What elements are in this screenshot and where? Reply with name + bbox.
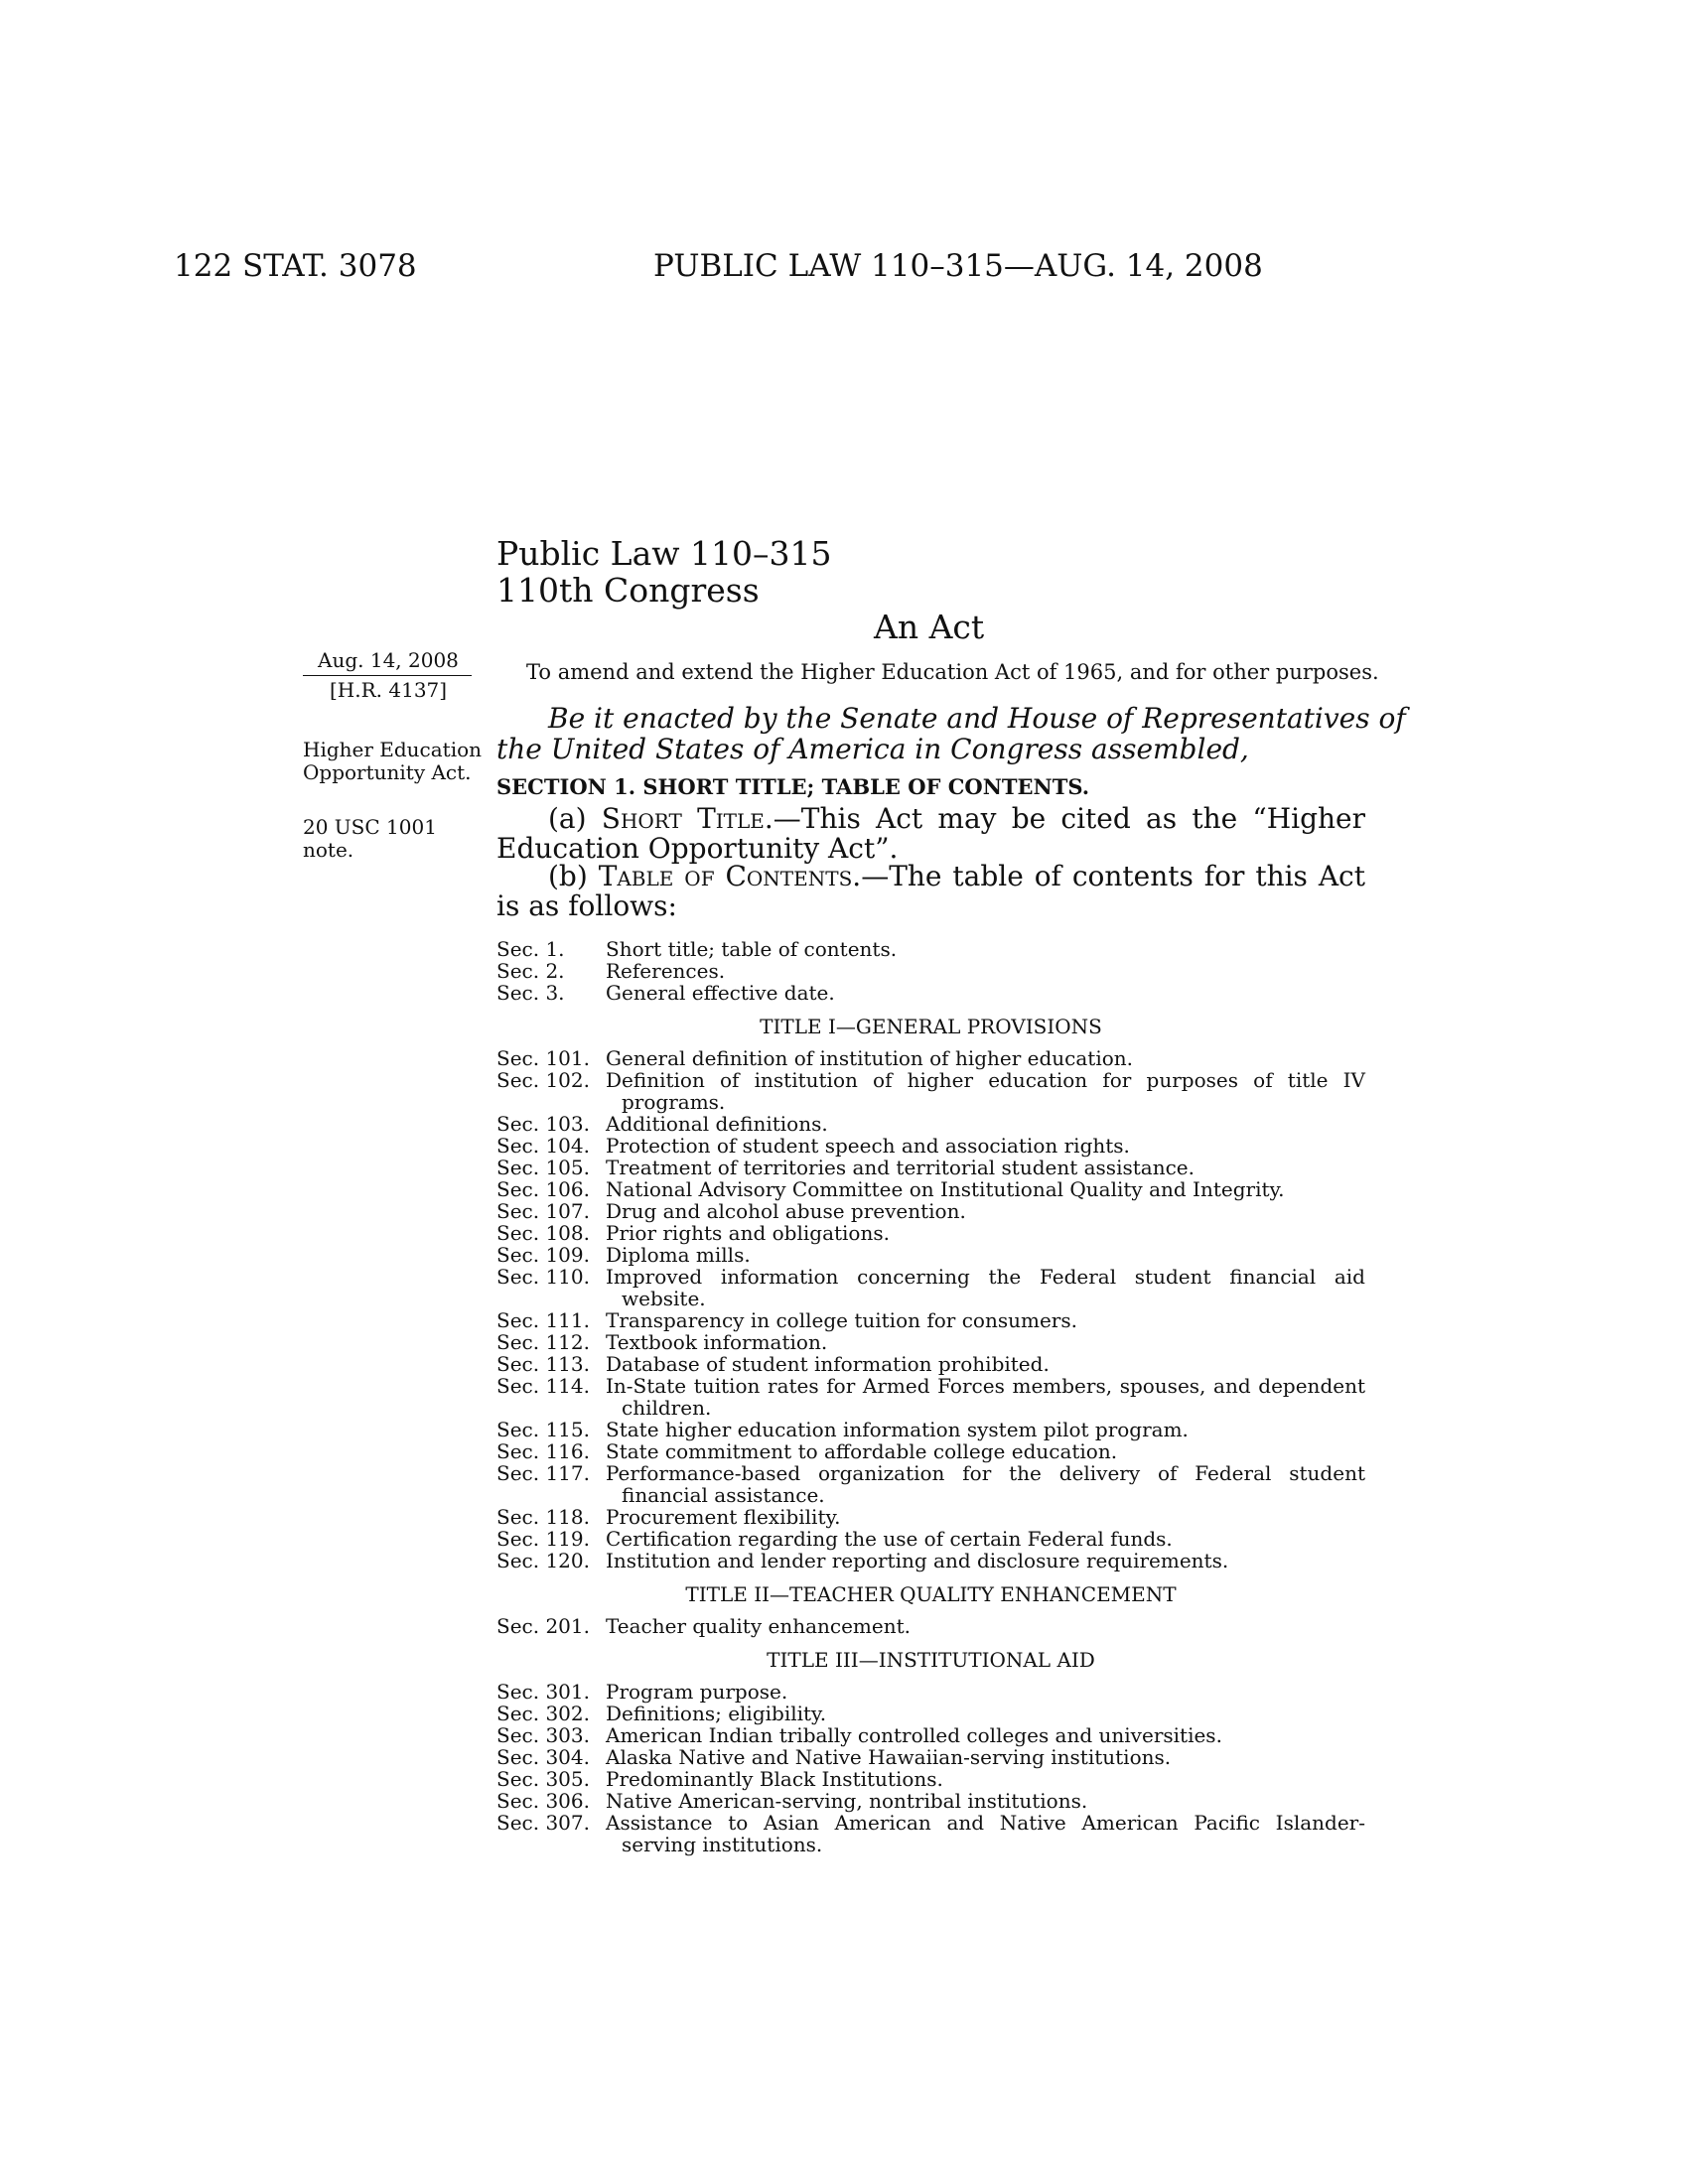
toc-entry-text: Drug and alcohol abuse prevention. xyxy=(606,1199,966,1223)
toc-entry-number: Sec. 3. xyxy=(496,981,565,1005)
toc-entry-number: Sec. 305. xyxy=(496,1767,590,1791)
toc-entry-text: Transparency in college tuition for consumers. xyxy=(606,1308,1077,1332)
toc-entry xyxy=(496,1528,1365,1550)
toc-entry-number: Sec. 114. xyxy=(496,1374,590,1398)
toc-entry-text: American Indian tribally controlled colleges and universities. xyxy=(606,1723,1222,1747)
subsection-b-text: .—The table of contents for this Act is as follows: xyxy=(496,860,1365,922)
enacting-clause-line1: Be it enacted by the Senate and House of Representatives of xyxy=(548,702,1406,735)
toc-entry-text: National Advisory Committee on Institutional Quality and Integrity. xyxy=(606,1177,1285,1201)
toc-entry-text: Definition of institution of higher education for purposes of title IV programs. xyxy=(606,1068,1365,1114)
toc-entry xyxy=(496,982,1365,1004)
toc-entry xyxy=(496,1135,1365,1157)
toc-entry-number: Sec. 106. xyxy=(496,1177,590,1201)
margin-date: Aug. 14, 2008 xyxy=(318,648,459,672)
section-1-heading: SECTION 1. SHORT TITLE; TABLE OF CONTENTS. xyxy=(496,774,1090,799)
act-purpose: To amend and extend the Higher Education Act of 1965, and for other purposes. xyxy=(526,660,1379,684)
toc-entry-number: Sec. 116. xyxy=(496,1439,590,1463)
toc-title-i-heading: TITLE I—GENERAL PROVISIONS xyxy=(760,1015,1102,1038)
toc-entry xyxy=(496,1812,1365,1855)
toc-entry-number: Sec. 102. xyxy=(496,1068,590,1092)
toc-entry-number: Sec. 301. xyxy=(496,1680,590,1704)
toc-entry xyxy=(496,1047,1365,1069)
page-stat-header: 122 STAT. 3078 xyxy=(174,248,417,284)
toc-entry-text: Alaska Native and Native Hawaiian-serving institutions. xyxy=(606,1745,1172,1769)
toc-entry-number: Sec. 107. xyxy=(496,1199,590,1223)
toc-entry-number: Sec. 109. xyxy=(496,1243,590,1267)
margin-bill-number: [H.R. 4137] xyxy=(330,678,448,702)
toc-entry-text: General definition of institution of higher education. xyxy=(606,1046,1134,1070)
subsection-b-label: (b) xyxy=(548,860,599,892)
toc-entry xyxy=(496,1113,1365,1135)
toc-title-ii-heading: TITLE II—TEACHER QUALITY ENHANCEMENT xyxy=(685,1582,1177,1606)
margin-short-title-line2: Opportunity Act. xyxy=(303,760,472,784)
toc-entry-text: Short title; table of contents. xyxy=(606,937,898,961)
margin-short-title-line1: Higher Education xyxy=(303,738,483,761)
subsection-a-heading: Short Title xyxy=(601,802,765,835)
toc-entry xyxy=(496,1768,1365,1790)
toc-title-iii-list xyxy=(496,1681,1365,1855)
margin-rule xyxy=(303,675,472,676)
toc-entry xyxy=(496,960,1365,982)
toc-entry-text: General effective date. xyxy=(606,981,835,1005)
toc-entry-text: Protection of student speech and association rights. xyxy=(606,1134,1130,1158)
toc-entry-text: Prior rights and obligations. xyxy=(606,1221,890,1245)
toc-entry xyxy=(496,1375,1365,1419)
toc-entry-text: Treatment of territories and territorial student assistance. xyxy=(606,1156,1195,1179)
margin-usc-line2: note. xyxy=(303,838,354,862)
toc-entry xyxy=(496,1266,1365,1309)
subsection-a-text: .—This Act may be cited as the “Higher Education Opportunity Act”. xyxy=(496,802,1365,865)
toc-entry-number: Sec. 2. xyxy=(496,959,565,983)
subsection-a-label: (a) xyxy=(548,802,602,835)
toc-intro-list xyxy=(496,938,1365,1004)
toc-entry-text: Certification regarding the use of certain Federal funds. xyxy=(606,1527,1173,1551)
toc-entry-text: Performance-based organization for the delivery of Federal student financial assistance. xyxy=(606,1461,1365,1507)
toc-entry-number: Sec. 103. xyxy=(496,1112,590,1136)
toc-entry-number: Sec. 110. xyxy=(496,1265,590,1289)
toc-title-iii-heading: TITLE III—INSTITUTIONAL AID xyxy=(767,1648,1095,1672)
toc-entry-text: Predominantly Black Institutions. xyxy=(606,1767,943,1791)
toc-title-i-list xyxy=(496,1047,1365,1571)
toc-entry-number: Sec. 118. xyxy=(496,1505,590,1529)
toc-entry-text: Institution and lender reporting and disclosure requirements. xyxy=(606,1549,1229,1572)
toc-entry xyxy=(496,1790,1365,1812)
toc-entry-text: Database of student information prohibited. xyxy=(606,1352,1050,1376)
toc-entry-number: Sec. 104. xyxy=(496,1134,590,1158)
public-law-title: Public Law 110–315 xyxy=(496,534,832,573)
toc-entry xyxy=(496,1353,1365,1375)
margin-usc-line1: 20 USC 1001 xyxy=(303,815,437,839)
toc-entry-text: Textbook information. xyxy=(606,1330,828,1354)
toc-entry-number: Sec. 201. xyxy=(496,1614,590,1638)
toc-entry-text: References. xyxy=(606,959,726,983)
toc-entry-number: Sec. 1. xyxy=(496,937,565,961)
toc-entry-number: Sec. 303. xyxy=(496,1723,590,1747)
toc-entry-text: Improved information concerning the Federal student financial aid website. xyxy=(606,1265,1365,1310)
toc-entry-number: Sec. 120. xyxy=(496,1549,590,1572)
toc-entry-text: State higher education information system pilot program. xyxy=(606,1418,1189,1441)
toc-entry-text: Native American-serving, nontribal institutions. xyxy=(606,1789,1088,1813)
toc-entry xyxy=(496,1550,1365,1571)
toc-entry xyxy=(496,1506,1365,1528)
toc-entry-number: Sec. 307. xyxy=(496,1811,590,1835)
toc-entry xyxy=(496,938,1365,960)
toc-entry-text: Additional definitions. xyxy=(606,1112,828,1136)
toc-entry xyxy=(496,1440,1365,1462)
toc-entry-number: Sec. 117. xyxy=(496,1461,590,1485)
toc-entry xyxy=(496,1462,1365,1506)
toc-entry-number: Sec. 304. xyxy=(496,1745,590,1769)
toc-entry xyxy=(496,1746,1365,1768)
toc-entry-text: In-State tuition rates for Armed Forces members, spouses, and dependent children. xyxy=(606,1374,1365,1420)
toc-entry-text: Program purpose. xyxy=(606,1680,788,1704)
toc-entry-number: Sec. 302. xyxy=(496,1702,590,1725)
toc-entry xyxy=(496,1069,1365,1113)
toc-entry xyxy=(496,1615,1365,1637)
toc-entry xyxy=(496,1222,1365,1244)
subsection-b-heading: Table of Contents xyxy=(598,860,853,892)
toc-entry-number: Sec. 111. xyxy=(496,1308,590,1332)
toc-entry-number: Sec. 108. xyxy=(496,1221,590,1245)
enacting-clause-line2: the United States of America in Congress assembled, xyxy=(496,733,1249,765)
toc-entry xyxy=(496,1309,1365,1331)
toc-entry xyxy=(496,1178,1365,1200)
toc-entry-text: Diploma mills. xyxy=(606,1243,751,1267)
toc-entry xyxy=(496,1681,1365,1703)
toc-entry xyxy=(496,1419,1365,1440)
toc-entry-text: Teacher quality enhancement. xyxy=(606,1614,911,1638)
toc-entry xyxy=(496,1724,1365,1746)
toc-title-ii-list xyxy=(496,1615,1365,1637)
public-law-header: PUBLIC LAW 110–315—AUG. 14, 2008 xyxy=(653,248,1263,284)
toc-entry xyxy=(496,1703,1365,1724)
toc-entry-text: Definitions; eligibility. xyxy=(606,1702,827,1725)
toc-entry-text: Assistance to Asian American and Native American Pacific Islander-serving institutions. xyxy=(606,1811,1365,1856)
toc-entry-number: Sec. 113. xyxy=(496,1352,590,1376)
toc-entry-number: Sec. 306. xyxy=(496,1789,590,1813)
act-title: An Act xyxy=(874,608,985,646)
subsection-a-paragraph xyxy=(496,804,1365,864)
subsection-b-paragraph xyxy=(496,862,1365,921)
toc-entry xyxy=(496,1200,1365,1222)
toc-entry xyxy=(496,1331,1365,1353)
congress-title: 110th Congress xyxy=(496,571,760,610)
toc-entry-number: Sec. 112. xyxy=(496,1330,590,1354)
toc-entry-text: State commitment to affordable college education. xyxy=(606,1439,1118,1463)
toc-entry xyxy=(496,1157,1365,1178)
table-of-contents xyxy=(496,938,1365,1855)
toc-entry-text: Procurement flexibility. xyxy=(606,1505,841,1529)
toc-entry-number: Sec. 115. xyxy=(496,1418,590,1441)
toc-entry-number: Sec. 101. xyxy=(496,1046,590,1070)
toc-entry-number: Sec. 105. xyxy=(496,1156,590,1179)
toc-entry-number: Sec. 119. xyxy=(496,1527,590,1551)
toc-entry xyxy=(496,1244,1365,1266)
